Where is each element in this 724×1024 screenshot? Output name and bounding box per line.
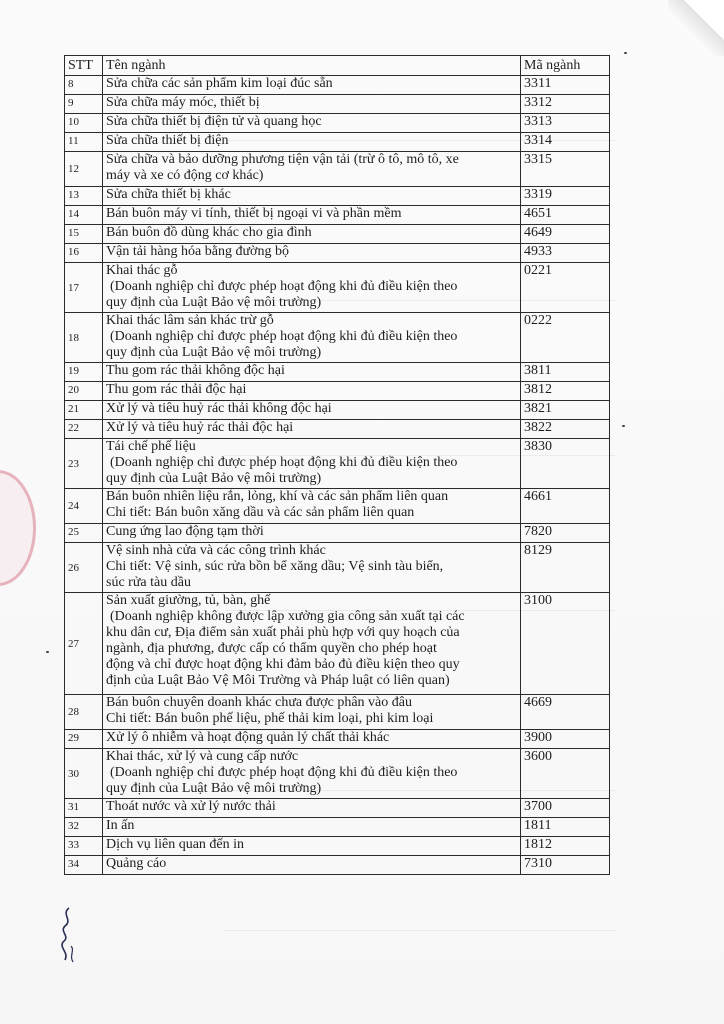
row-code: 4933: [521, 244, 610, 263]
row-name-line: In ấn: [106, 818, 135, 833]
row-name-line: (Doanh nghiệp chỉ được phép hoạt động khi đủ điều kiện theo: [110, 329, 458, 344]
row-name-line: Xử lý ô nhiễm và hoạt động quản lý chất thải khác: [106, 730, 390, 745]
row-stt: 15: [65, 225, 103, 244]
row-name-line: Vận tải hàng hóa bằng đường bộ: [106, 244, 289, 259]
row-name-line: (Doanh nghiệp không được lập xưởng gia công sản xuất tại các: [110, 609, 465, 624]
row-name-line: Sửa chữa máy móc, thiết bị: [106, 95, 260, 110]
row-name: [103, 799, 521, 818]
row-name-line: Chi tiết: Bán buôn xăng dầu và các sản phẩm liên quan: [106, 505, 415, 520]
table-row: [65, 695, 610, 730]
row-name: [103, 818, 521, 837]
table-body: [65, 76, 610, 875]
row-stt: 10: [65, 114, 103, 133]
row-name-line: Thu gom rác thải độc hại: [106, 382, 247, 397]
table-header-row: [65, 56, 610, 76]
row-stt: 8: [65, 76, 103, 95]
row-name: [103, 76, 521, 95]
row-name-line: quy định của Luật Bảo vệ môi trường): [106, 295, 322, 310]
row-stt: 11: [65, 133, 103, 152]
row-name-line: Cung ứng lao động tạm thời: [106, 524, 264, 539]
row-name-line: Xử lý và tiêu huỷ rác thải không độc hại: [106, 401, 332, 416]
row-name-line: Sửa chữa thiết bị điện tử và quang học: [106, 114, 322, 129]
row-name-line: Vệ sinh nhà cửa và các công trình khác: [106, 543, 326, 558]
row-code: 3812: [521, 382, 610, 401]
row-stt: 29: [65, 730, 103, 749]
row-code: 3315: [521, 152, 610, 187]
table-row: [65, 524, 610, 543]
row-name-line: Quảng cáo: [106, 856, 167, 871]
table-row: [65, 313, 610, 363]
table-row: [65, 95, 610, 114]
row-name-line: Chi tiết: Bán buôn phế liệu, phế thải kim loại, phi kim loại: [106, 711, 434, 726]
row-stt: 31: [65, 799, 103, 818]
table-row: [65, 837, 610, 856]
row-code: 3811: [521, 363, 610, 382]
row-code: 3312: [521, 95, 610, 114]
row-name-line: Thu gom rác thải không độc hại: [106, 363, 285, 378]
row-name-line: Sửa chữa các sản phẩm kim loại đúc sẵn: [106, 76, 333, 91]
row-name-line: Thoát nước và xử lý nước thải: [106, 799, 276, 814]
table-row: [65, 263, 610, 313]
row-code: 3313: [521, 114, 610, 133]
row-name: [103, 152, 521, 187]
table-row: [65, 420, 610, 439]
row-name: [103, 225, 521, 244]
row-code: 3821: [521, 401, 610, 420]
row-stt: 32: [65, 818, 103, 837]
row-stt: 12: [65, 152, 103, 187]
table-row: [65, 363, 610, 382]
row-name-line: quy định của Luật Bảo vệ môi trường): [106, 345, 322, 360]
row-stt: 24: [65, 489, 103, 524]
table-row: [65, 749, 610, 799]
row-code: 7310: [521, 856, 610, 875]
table-row: [65, 206, 610, 225]
row-code: 4649: [521, 225, 610, 244]
row-name: [103, 244, 521, 263]
row-name-line: Sửa chữa và bảo dưỡng phương tiện vận tải (trừ ô tô, mô tô, xe: [106, 152, 459, 167]
row-code: 0222: [521, 313, 610, 363]
row-name-line: Khai thác lâm sản khác trừ gỗ: [106, 313, 274, 328]
row-stt: 26: [65, 543, 103, 593]
row-name-line: Bán buôn đồ dùng khác cho gia đình: [106, 225, 312, 240]
row-name: [103, 749, 521, 799]
row-code: 4669: [521, 695, 610, 730]
row-name-line: quy định của Luật Bảo vệ môi trường): [106, 781, 322, 796]
row-stt: 23: [65, 439, 103, 489]
row-code: 3314: [521, 133, 610, 152]
row-name-line: súc rửa tàu dầu: [106, 575, 191, 590]
row-name-line: Tái chế phế liệu: [106, 439, 196, 454]
table-row: [65, 489, 610, 524]
row-name-line: quy định của Luật Bảo vệ môi trường): [106, 471, 322, 486]
row-name: [103, 187, 521, 206]
table-row: [65, 439, 610, 489]
table-row: [65, 244, 610, 263]
row-code: 1811: [521, 818, 610, 837]
row-name-line: khu dân cư, Địa điểm sản xuất phải phù hợp với quy hoạch của: [106, 625, 460, 640]
row-name: [103, 263, 521, 313]
row-name: [103, 313, 521, 363]
table-row: [65, 225, 610, 244]
row-name-line: Sản xuất giường, tủ, bàn, ghế: [106, 593, 271, 608]
table-row: [65, 114, 610, 133]
row-code: 4651: [521, 206, 610, 225]
row-name-line: ngành, địa phương, được cấp có thẩm quyền cho phép hoạt: [106, 641, 437, 656]
header-code: Mã ngành: [521, 56, 610, 76]
table-row: [65, 818, 610, 837]
row-name: [103, 856, 521, 875]
row-code: 1812: [521, 837, 610, 856]
show-through-line: [225, 930, 615, 931]
row-code: 3600: [521, 749, 610, 799]
speck: [46, 651, 49, 653]
row-name-line: Khai thác, xử lý và cung cấp nước: [106, 749, 299, 764]
row-code: 3900: [521, 730, 610, 749]
row-name: [103, 439, 521, 489]
speck: [622, 425, 625, 427]
row-name: [103, 524, 521, 543]
row-name: [103, 593, 521, 695]
business-lines-table: [64, 55, 610, 875]
table-row: [65, 593, 610, 695]
row-name: [103, 401, 521, 420]
table-row: [65, 730, 610, 749]
row-name: [103, 133, 521, 152]
row-name: [103, 206, 521, 225]
row-code: 3700: [521, 799, 610, 818]
row-stt: 14: [65, 206, 103, 225]
seal-bleed-mark: [0, 470, 36, 586]
row-stt: 16: [65, 244, 103, 263]
page-fold-corner: [684, 0, 724, 40]
row-name-line: Dịch vụ liên quan đến in: [106, 837, 245, 852]
row-code: 3822: [521, 420, 610, 439]
row-stt: 19: [65, 363, 103, 382]
row-name: [103, 695, 521, 730]
row-name: [103, 730, 521, 749]
row-stt: 20: [65, 382, 103, 401]
row-name-line: định của Luật Bảo Vệ Môi Trường và Pháp luật có liên quan): [106, 673, 450, 688]
header-name: Tên ngành: [103, 56, 521, 76]
row-code: 8129: [521, 543, 610, 593]
row-code: 7820: [521, 524, 610, 543]
row-name-line: Bán buôn chuyên doanh khác chưa được phân vào đâu: [106, 695, 412, 710]
row-code: 4661: [521, 489, 610, 524]
row-name: [103, 95, 521, 114]
table-row: [65, 799, 610, 818]
row-name: [103, 420, 521, 439]
table-row: [65, 401, 610, 420]
table-row: [65, 382, 610, 401]
table-row: [65, 187, 610, 206]
table-row: [65, 856, 610, 875]
row-stt: 27: [65, 593, 103, 695]
row-name: [103, 382, 521, 401]
row-name: [103, 543, 521, 593]
row-name-line: máy và xe có động cơ khác): [106, 168, 264, 183]
row-stt: 30: [65, 749, 103, 799]
row-stt: 13: [65, 187, 103, 206]
row-stt: 33: [65, 837, 103, 856]
row-code: 3311: [521, 76, 610, 95]
row-stt: 9: [65, 95, 103, 114]
row-name: [103, 489, 521, 524]
row-name-line: động và chỉ được hoạt động khi đảm bảo đủ điều kiện theo quy: [106, 657, 460, 672]
row-stt: 28: [65, 695, 103, 730]
row-name-line: Sửa chữa thiết bị khác: [106, 187, 231, 202]
row-name-line: Xử lý và tiêu huỷ rác thải độc hại: [106, 420, 294, 435]
row-code: 0221: [521, 263, 610, 313]
row-stt: 25: [65, 524, 103, 543]
row-stt: 21: [65, 401, 103, 420]
row-name-line: (Doanh nghiệp chỉ được phép hoạt động khi đủ điều kiện theo: [110, 455, 458, 470]
row-name-line: (Doanh nghiệp chỉ được phép hoạt động khi đủ điều kiện theo: [110, 765, 458, 780]
header-stt: STT: [65, 56, 103, 76]
row-name-line: Sửa chữa thiết bị điện: [106, 133, 229, 148]
row-name-line: Bán buôn nhiên liệu rắn, lỏng, khí và các sản phẩm liên quan: [106, 489, 449, 504]
row-code: 3319: [521, 187, 610, 206]
table-row: [65, 543, 610, 593]
row-stt: 34: [65, 856, 103, 875]
table-row: [65, 133, 610, 152]
row-name-line: (Doanh nghiệp chỉ được phép hoạt động khi đủ điều kiện theo: [110, 279, 458, 294]
row-name-line: Khai thác gỗ: [106, 263, 178, 278]
handwritten-margin-mark: [57, 906, 79, 966]
row-name-line: Bán buôn máy vi tính, thiết bị ngoại vi và phần mềm: [106, 206, 402, 221]
row-code: 3100: [521, 593, 610, 695]
row-name: [103, 363, 521, 382]
speck: [624, 52, 627, 54]
row-name-line: Chi tiết: Vệ sinh, súc rửa bồn bể xăng dầu; Vệ sinh tàu biển,: [106, 559, 444, 574]
row-stt: 18: [65, 313, 103, 363]
row-name: [103, 114, 521, 133]
row-stt: 22: [65, 420, 103, 439]
table-row: [65, 152, 610, 187]
row-name: [103, 837, 521, 856]
row-code: 3830: [521, 439, 610, 489]
row-stt: 17: [65, 263, 103, 313]
table-row: [65, 76, 610, 95]
